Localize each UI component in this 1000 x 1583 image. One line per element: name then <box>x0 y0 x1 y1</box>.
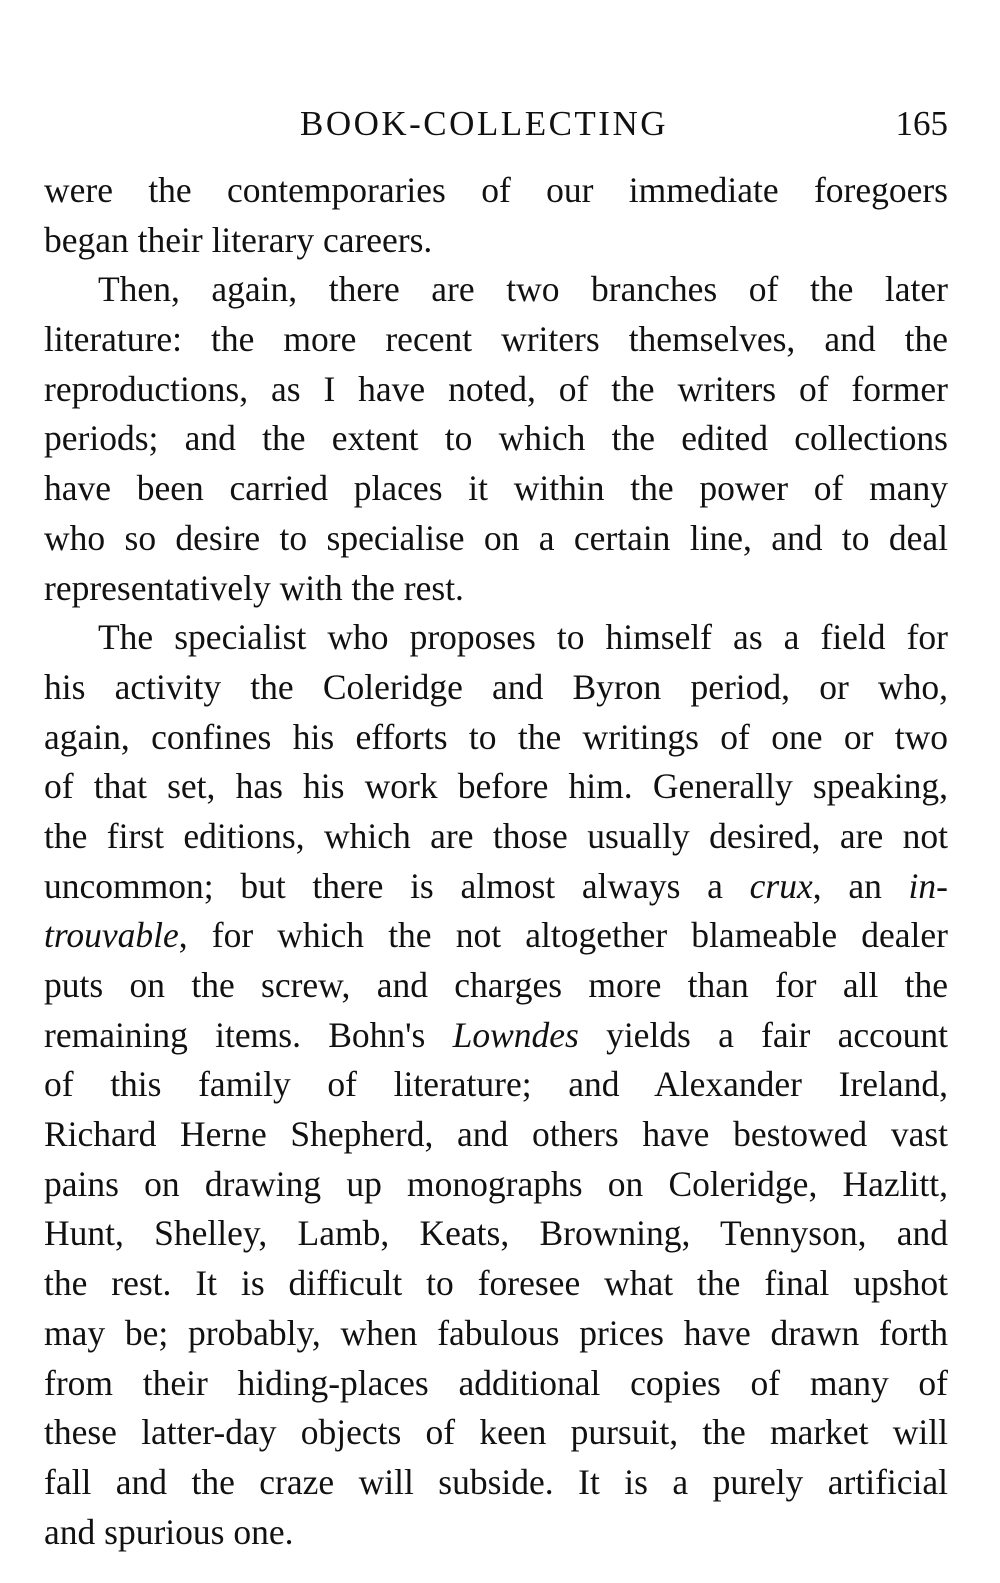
italic-text: trouvable <box>44 915 179 956</box>
text-line <box>44 1508 948 1558</box>
text-segment: again, confines his efforts to the writings of one or two <box>44 716 948 757</box>
body-text <box>44 166 948 1557</box>
paragraph <box>44 613 948 1557</box>
text-line <box>44 414 948 464</box>
text-segment: were the contemporaries of our immediate foregoers <box>44 170 948 210</box>
text-line <box>44 464 948 514</box>
text-segment: The specialist who proposes to himself as a field for <box>98 617 948 658</box>
text-line <box>44 812 948 862</box>
text-line <box>44 166 948 216</box>
paragraph <box>44 166 948 265</box>
text-line <box>44 1110 948 1160</box>
text-segment: of that set, has his work before him. Generally speaking, <box>44 766 948 807</box>
text-line <box>44 1359 948 1409</box>
text-segment: uncommon; but there is almost always a <box>44 865 750 906</box>
text-segment: periods; and the extent to which the edited collections <box>44 418 948 459</box>
text-segment: reproductions, as I have noted, of the writers of former <box>44 368 948 409</box>
text-segment: the first editions, which are those usually desired, are not <box>44 815 948 856</box>
text-line <box>44 1408 948 1458</box>
text-segment: literature: the more recent writers themselves, and the <box>44 319 948 360</box>
text-line <box>44 663 948 713</box>
text-segment: may be; probably, when fabulous prices have drawn forth <box>44 1312 948 1353</box>
text-line <box>44 365 948 415</box>
text-line <box>44 514 948 564</box>
italic-text: Lowndes <box>452 1014 579 1055</box>
running-title: BOOK-COLLECTING <box>299 104 669 143</box>
text-line <box>44 1458 948 1508</box>
text-line <box>44 315 948 365</box>
text-segment: Richard Herne Shepherd, and others have bestowed vast <box>44 1114 948 1155</box>
running-head <box>44 96 948 152</box>
text-line <box>44 613 948 663</box>
text-line <box>44 911 948 961</box>
text-segment: fall and the craze will subside. It is a purely artificial <box>44 1461 948 1502</box>
text-line <box>44 762 948 812</box>
text-line <box>44 1309 948 1359</box>
text-segment: began their literary careers. <box>44 219 433 260</box>
text-line <box>44 265 948 315</box>
text-segment: yields a fair account <box>578 1014 948 1055</box>
text-line <box>44 1160 948 1210</box>
text-line <box>44 1011 948 1061</box>
text-segment: these latter-day objects of keen pursuit, the market will <box>44 1412 948 1453</box>
text-segment: representatively with the rest. <box>44 567 464 608</box>
text-line <box>44 1259 948 1309</box>
text-segment: Hunt, Shelley, Lamb, Keats, Browning, Tennyson, and <box>44 1213 948 1254</box>
page-number: 165 <box>895 104 948 143</box>
text-segment: Then, again, there are two branches of the later <box>98 269 948 310</box>
text-segment: his activity the Coleridge and Byron period, or who, <box>44 666 948 707</box>
text-line <box>44 713 948 763</box>
text-line <box>44 862 948 912</box>
text-segment: , for which the not altogether blameable dealer <box>178 915 948 956</box>
text-segment: puts on the screw, and charges more than for all the <box>44 965 948 1005</box>
text-segment: the rest. It is difficult to foresee what the final upshot <box>44 1263 948 1304</box>
text-line <box>44 1209 948 1259</box>
text-line <box>44 216 948 266</box>
text-segment: of this family of literature; and Alexander Ireland, <box>44 1064 948 1105</box>
text-segment: remaining items. Bohn's <box>44 1014 453 1055</box>
text-line <box>44 1060 948 1110</box>
italic-text: crux <box>749 865 813 906</box>
paragraph <box>44 265 948 613</box>
text-segment: pains on drawing up monographs on Coleridge, Hazlitt, <box>44 1163 948 1204</box>
italic-text: in- <box>908 865 948 906</box>
text-segment: , an <box>812 865 909 906</box>
text-segment: and spurious one. <box>44 1511 294 1552</box>
text-segment: who so desire to specialise on a certain line, and to deal <box>44 517 948 558</box>
text-line <box>44 564 948 614</box>
text-segment: have been carried places it within the power of many <box>44 468 948 509</box>
text-segment: from their hiding-places additional copies of many of <box>44 1362 948 1403</box>
text-line <box>44 961 948 1011</box>
